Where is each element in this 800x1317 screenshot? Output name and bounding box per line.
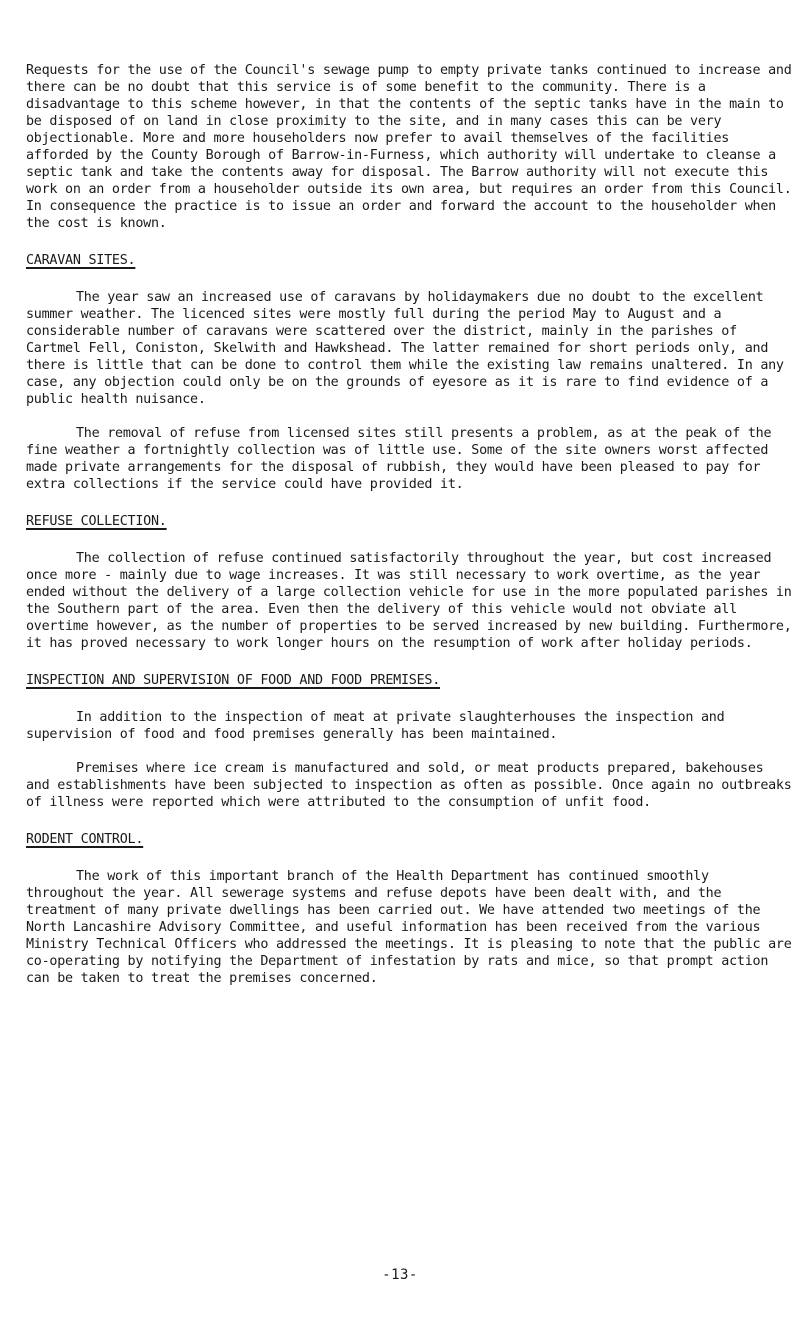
- caravan-sites-paragraph-1: The year saw an increased use of caravans by holidaymakers due no doubt to the excellent summer weather. The licenced sites were mostly full during the period May to August and a considerable number of caravans were scattered over the district, mainly in the parishes of Cartmel Fell, Coniston, Skelwith and Hawkshead. The latter remained for short periods only, and there is little that can be done to control them while the existing law remains unaltered. In any case, any objection could only be on the grounds of eyesore as it is rare to find evidence of a public health nuisance.: [26, 290, 784, 407]
- sewage-pump-paragraph: Requests for the use of the Council's sewage pump to empty private tanks continued to increase and there can be no doubt that this service is of some benefit to the community. There is a disadvantage to this scheme however, in that the contents of the septic tanks have in the main to be disposed of on land in close proximity to the site, and in many cases this can be very objectionable. More and more householders now prefer to avail themselves of the facilities afforded by the County Borough of Barrow-in-Furness, which authority will undertake to cleanse a septic tank and take the contents away for disposal. The Barrow authority will not execute this work on an order from a householder outside its own area, but requires an order from this Council. In consequence the practice is to issue an order and forward the account to the householder when the cost is known.: [26, 63, 792, 231]
- rodent-control-heading: RODENT CONTROL.: [26, 832, 144, 847]
- caravan-sites-paragraph-2: The removal of refuse from licensed sites still presents a problem, as at the peak of the fine weather a fortnightly collection was of little use. Some of the site owners worst affected made private arrangements for the disposal of rubbish, they would have been pleased to pay for extra collections if the service could have provided it.: [26, 426, 772, 492]
- document-page: [26, 62, 794, 987]
- caravan-sites-heading: CARAVAN SITES.: [26, 253, 136, 268]
- refuse-collection-heading: REFUSE COLLECTION.: [26, 514, 167, 529]
- food-inspection-heading: INSPECTION AND SUPERVISION OF FOOD AND FOOD PREMISES.: [26, 673, 441, 688]
- rodent-control-paragraph: The work of this important branch of the Health Department has continued smoothly throughout the year. All sewerage systems and refuse depots have been dealt with, and the treatment of many private dwellings has been carried out. We have attended two meetings of the North Lancashire Advisory Committee, and useful information has been received from the various Ministry Technical Officers who addressed the meetings. It is pleasing to note that the public are co-operating by notifying the Department of infestation by rats and mice, so that prompt action can be taken to treat the premises concerned.: [26, 869, 792, 986]
- food-inspection-paragraph-1: In addition to the inspection of meat at private slaughterhouses the inspection and supervision of food and food premises generally has been maintained.: [26, 710, 725, 742]
- page-number: -13-: [382, 1267, 418, 1283]
- refuse-collection-paragraph: The collection of refuse continued satisfactorily throughout the year, but cost increased once more - mainly due to wage increases. It was still necessary to work overtime, as the year ended without the delivery of a large collection vehicle for use in the more populated parishes in the Southern part of the area. Even then the delivery of this vehicle would not obviate all overtime however, as the number of properties to be served increased by new building. Furthermore, it has proved necessary to work longer hours on the resumption of work after holiday periods.: [26, 551, 792, 651]
- food-inspection-paragraph-2: Premises where ice cream is manufactured and sold, or meat products prepared, bakehouses and establishments have been subjected to inspection as often as possible. Once again no outbreaks of illness were reported which were attributed to the consumption of unfit food.: [26, 761, 792, 810]
